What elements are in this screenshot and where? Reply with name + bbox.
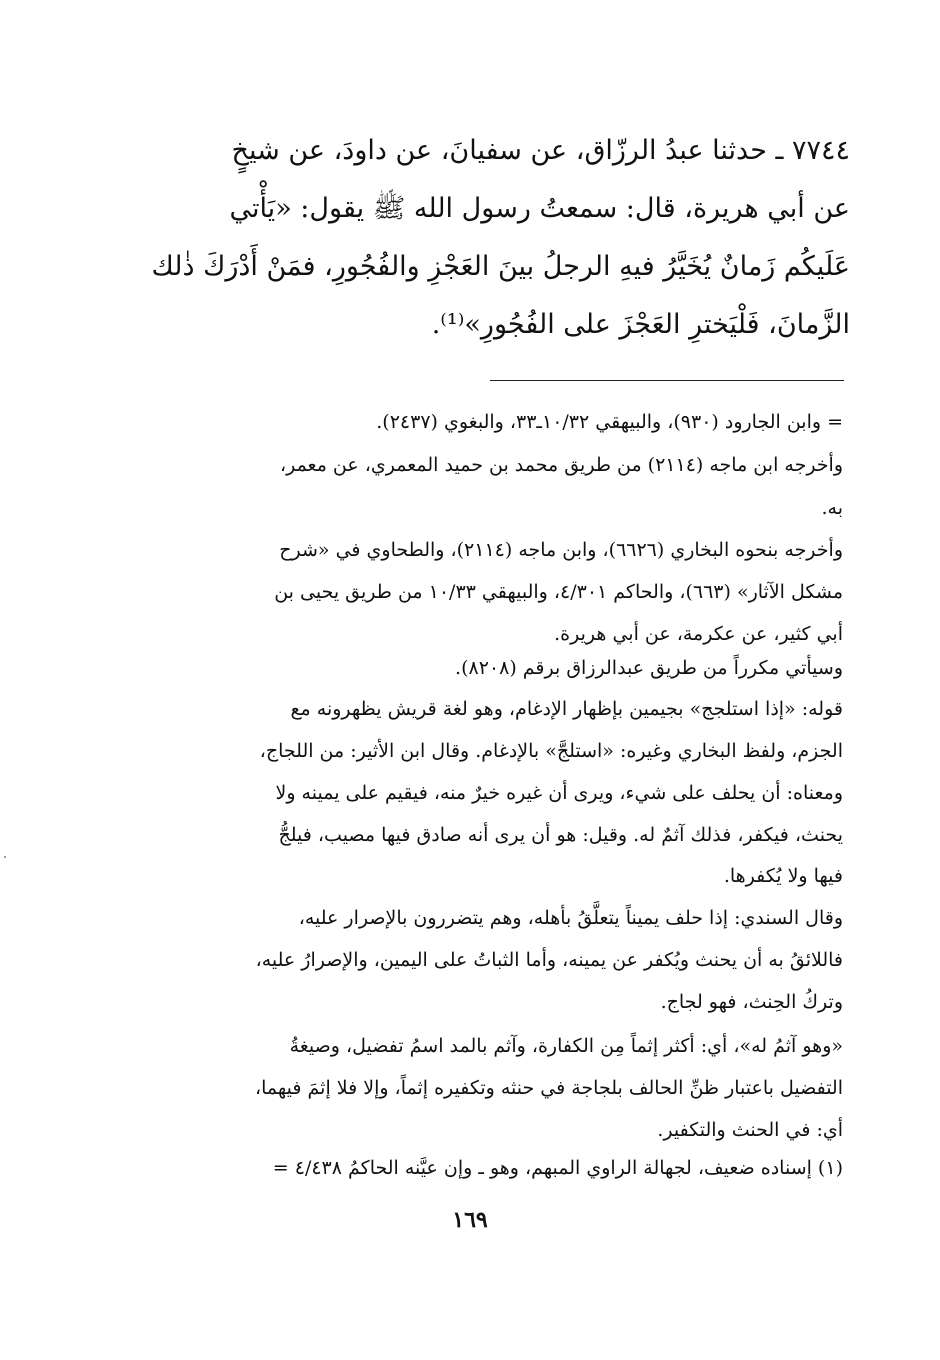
footnote-line-19: (١) إسناده ضعيف، لجهالة الراوي المبهم، وهو ـ وإن عيَّنه الحاكمُ ٤/٤٣٨ = bbox=[272, 1157, 843, 1179]
footnote-line-16: «وهو آثمُ له»، أي: أكثر إثماً مِن الكفارة، وآثم بالمد اسمُ تفضيل، وصيغةُ bbox=[289, 1035, 843, 1057]
footnote-line-1: = وابن الجارود (٩٣٠)، والبيهقي ١٠/٣٢ـ٣٣، والبغوي (٢٤٣٧). bbox=[376, 411, 843, 433]
footnote-line-9: الجزم، ولفظ البخاري وغيره: «استلجَّ» بالإدغام. وقال ابن الأثير: من اللجاج، bbox=[259, 740, 843, 762]
footnote-line-13: وقال السندي: إذا حلف يميناً يتعلَّقُ بأهله، وهم يتضررون بالإصرار عليه، bbox=[298, 907, 843, 929]
footnote-line-8: قوله: «إذا استلجج» بجيمين بإظهار الإدغام، وهو لغة قريش يظهرونه مع bbox=[290, 698, 843, 720]
page-number: ١٦٩ bbox=[452, 1207, 488, 1233]
footnote-line-17: التفضيل باعتبار ظنِّ الحالف بلجاجة في حنثه وتكفيره إثماً، وإلا فلا إثمَ فيهما، bbox=[255, 1077, 843, 1099]
margin-mark bbox=[4, 856, 6, 858]
footnote-line-15: وتركُ الحِنث، فهو لجاج. bbox=[660, 991, 843, 1013]
footnote-line-11: يحنث، فيكفر، فذلك آثمٌ له. وقيل: هو أن يرى أنه صادق فيها مصيب، فيلجُّ bbox=[278, 824, 843, 846]
footnote-line-2: وأخرجه ابن ماجه (٢١١٤) من طريق محمد بن حميد المعمري، عن معمر، bbox=[279, 454, 843, 476]
footnote-line-18: أي: في الحنث والتكفير. bbox=[657, 1119, 843, 1141]
footnote-line-6: أبي كثير، عن عكرمة، عن أبي هريرة. bbox=[554, 623, 843, 645]
footnote-line-7: وسيأتي مكرراً من طريق عبدالرزاق برقم (٨٢٠٨). bbox=[455, 657, 843, 679]
hadith-line-3: عَلَيكُم زَمانٌ يُخَيَّرُ فيهِ الرجلُ بينَ العَجْزِ والفُجُورِ، فمَنْ أَدْرَكَ ذٰلك bbox=[151, 251, 850, 282]
footnote-line-5: مشكل الآثار» (٦٦٣)، والحاكم ٤/٣٠١، والبيهقي ١٠/٣٣ من طريق يحيى بن bbox=[274, 581, 843, 603]
footnote-line-12: فيها ولا يُكفرها. bbox=[723, 865, 843, 887]
footnote-line-4: وأخرجه بنحوه البخاري (٦٦٢٦)، وابن ماجه (٢١١٤)، والطحاوي في «شرح bbox=[279, 539, 843, 561]
hadith-line-4: الزَّمانَ، فَلْيَخترِ العَجْزَ على الفُجُورِ»⁽¹⁾. bbox=[431, 309, 850, 340]
footnote-separator bbox=[490, 380, 844, 381]
hadith-line-2: عن أبي هريرة، قال: سمعتُ رسول الله ﷺ يقول: «يَأْتي bbox=[229, 193, 850, 224]
footnote-line-3: به. bbox=[821, 497, 843, 519]
footnote-line-14: فاللائقُ به أن يحنث ويُكفر عن يمينه، وأما الثباتُ على اليمين، والإصرارُ عليه، bbox=[255, 949, 843, 971]
hadith-line-1: ٧٧٤٤ ـ حدثنا عبدُ الرزّاق، عن سفيانَ، عن داودَ، عن شيخٍ bbox=[231, 135, 850, 166]
footnote-line-10: ومعناه: أن يحلف على شيء، ويرى أن غيره خيرٌ منه، فيقيم على يمينه ولا bbox=[275, 782, 843, 804]
